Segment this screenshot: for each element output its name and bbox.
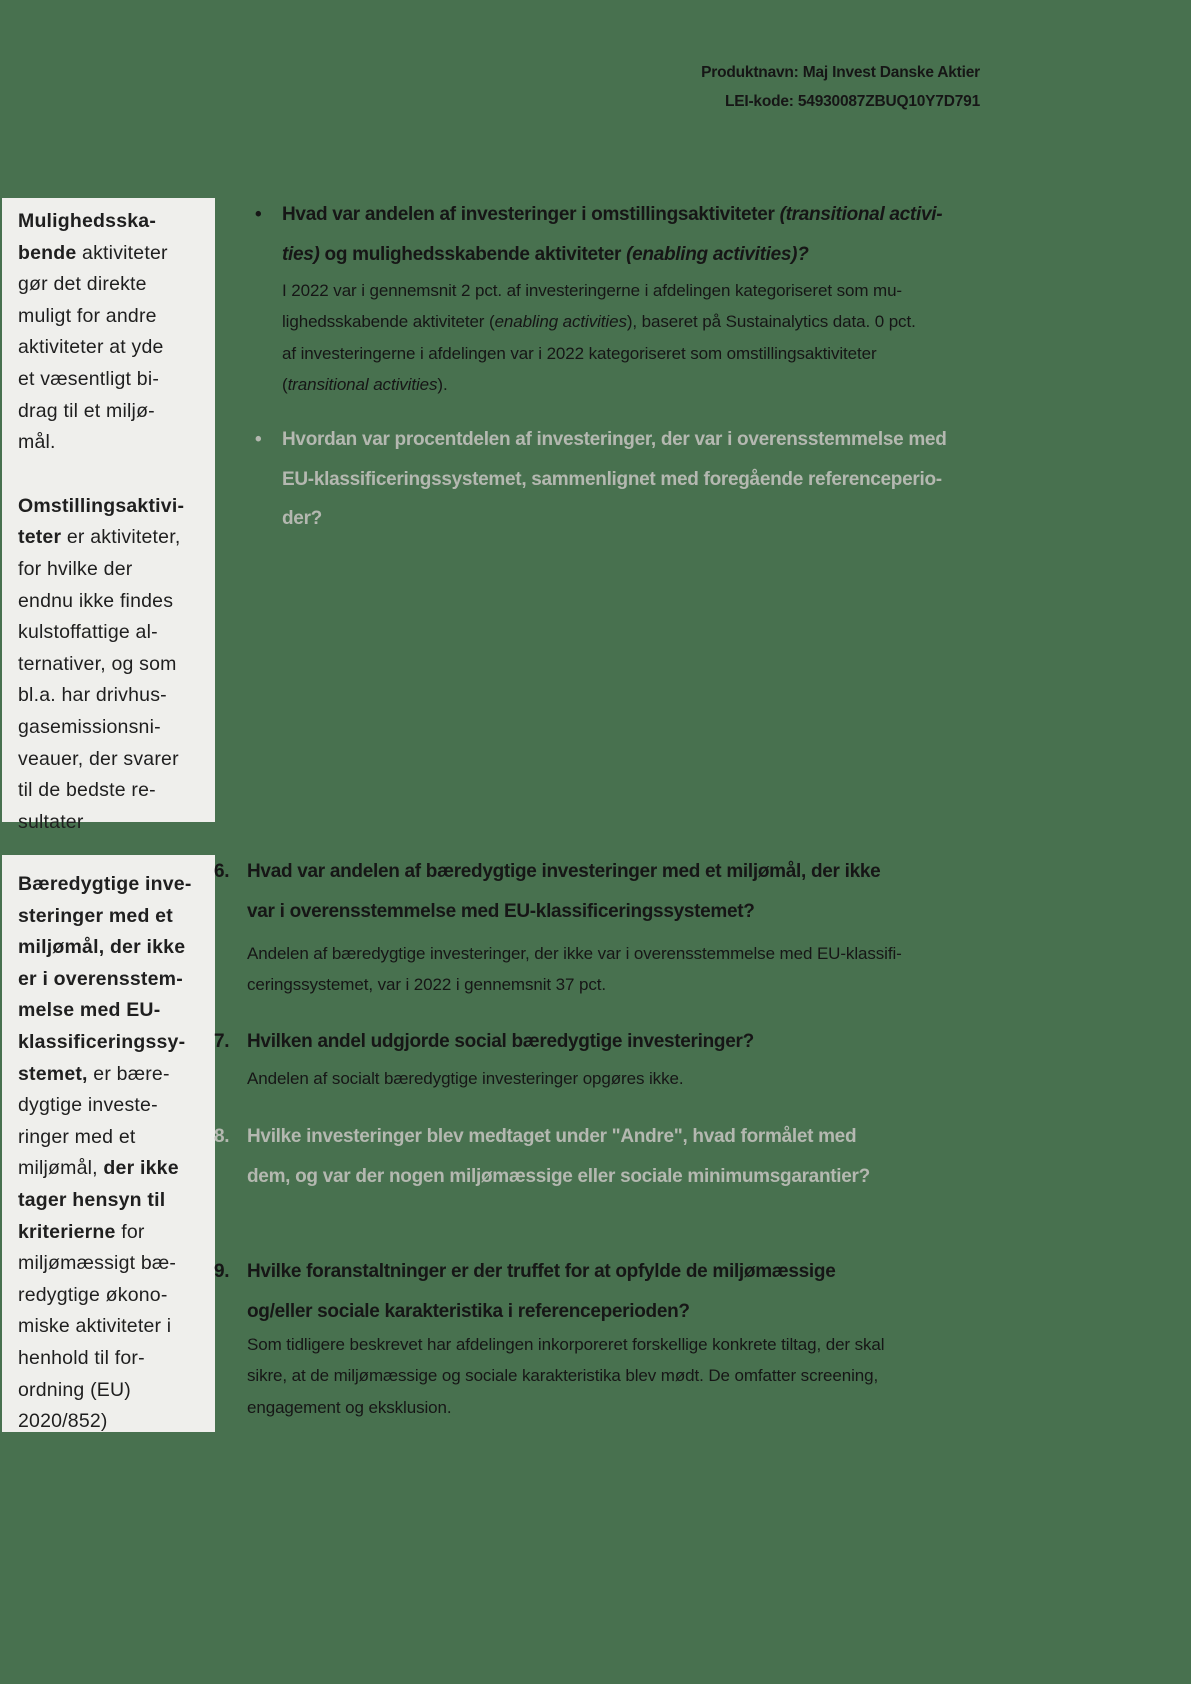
text-segment: bl.a. har drivhus-	[18, 684, 167, 707]
text-line	[18, 1027, 215, 1059]
text-segment: stemet,	[18, 1062, 94, 1085]
text-segment: Hvad var andelen af bæredygtige investeringer med et miljømål, der ikke	[247, 861, 881, 882]
definition-paragraph-transitional	[18, 491, 215, 839]
text-line	[247, 1292, 835, 1332]
text-line	[18, 1406, 215, 1438]
text-line	[18, 649, 215, 681]
text-line	[282, 235, 942, 275]
text-line	[18, 1185, 215, 1217]
text-line	[247, 1022, 754, 1062]
text-line	[282, 420, 947, 460]
text-line	[18, 396, 215, 428]
text-line	[18, 206, 215, 238]
text-line	[247, 1392, 884, 1423]
text-segment: (	[282, 374, 288, 394]
text-line	[247, 1063, 683, 1094]
text-segment: er bære-	[93, 1062, 170, 1085]
question9-text	[247, 1252, 835, 1331]
text-line	[247, 1252, 835, 1292]
text-segment: kriterierne	[18, 1220, 122, 1243]
text-line	[18, 427, 215, 459]
question8-number: 8.	[214, 1126, 230, 1147]
text-segment: steringer med et	[18, 904, 173, 927]
definition-box-sustainable-investments	[2, 855, 215, 1432]
text-segment: ceringssystemet, var i 2022 i gennemsnit 37 pct.	[247, 975, 606, 995]
bullet-marker: •	[255, 204, 262, 225]
text-line	[18, 1248, 215, 1280]
text-segment: 2020/852)	[18, 1410, 108, 1433]
text-segment: muligt for andre	[18, 304, 157, 327]
text-segment: aktiviteter	[82, 241, 168, 264]
text-line	[247, 852, 880, 892]
text-line	[18, 964, 215, 996]
text-line	[18, 1090, 215, 1122]
text-segment: enabling activities	[494, 312, 627, 332]
text-segment: til de bedste re-	[18, 779, 156, 802]
text-line	[282, 499, 947, 539]
text-segment: ), baseret på Sustainalytics data. 0 pct.	[626, 312, 916, 332]
text-segment: Hvordan var procentdelen af investeringer, der var i overensstemmelse med	[282, 429, 947, 450]
text-line	[18, 617, 215, 649]
text-line	[18, 775, 215, 807]
question7-text	[247, 1022, 754, 1062]
text-segment: endnu ikke findes	[18, 589, 174, 612]
text-segment: miljømål,	[18, 1157, 104, 1180]
text-line	[18, 1343, 215, 1375]
text-segment: henhold til for-	[18, 1346, 145, 1369]
text-line	[282, 460, 947, 500]
text-line	[18, 522, 215, 554]
text-segment: mål.	[18, 431, 56, 454]
text-segment: bende	[18, 241, 83, 264]
text-line	[18, 807, 215, 839]
text-line	[247, 938, 902, 969]
definition-box-enabling-transitional	[2, 198, 215, 833]
question9-number: 9.	[214, 1261, 230, 1282]
text-segment: teter	[18, 526, 67, 549]
text-segment: ternativer, og som	[18, 652, 177, 675]
document-header	[701, 58, 980, 116]
text-segment: for hvilke der	[18, 557, 133, 580]
lei-code-line: LEI-kode: 54930087ZBUQ10Y7D791	[724, 93, 980, 110]
text-segment: Hvilke investeringer blev medtaget under "Andre", hvad formålet med	[247, 1126, 857, 1147]
text-segment: ringer med et	[18, 1125, 136, 1148]
text-line	[18, 1122, 215, 1154]
text-segment: Andelen af bæredygtige investeringer, der ikke var i overensstemmelse med EU-klassifi-	[247, 944, 902, 963]
text-line	[18, 586, 215, 618]
text-segment: (enabling activities)?	[626, 243, 809, 265]
text-line	[18, 332, 215, 364]
text-line	[247, 1329, 884, 1360]
definition-paragraph-sustainable	[18, 869, 215, 1438]
text-segment: Hvilke foranstaltninger er der truffet for at opfylde de miljømæssige	[247, 1261, 836, 1282]
text-line	[18, 491, 215, 523]
text-line	[18, 1153, 215, 1185]
bullet1-answer	[282, 275, 916, 400]
text-line	[18, 301, 215, 333]
text-segment: Som tidligere beskrevet har afdelingen inkorporeret forskellige konkrete tiltag, der skal	[247, 1335, 885, 1354]
text-line	[282, 369, 916, 400]
text-line	[18, 238, 215, 270]
text-line	[18, 554, 215, 586]
text-line	[18, 1217, 215, 1249]
text-segment: sultater	[18, 810, 84, 833]
bullet1-question	[282, 195, 942, 274]
text-segment: Bæredygtige inve-	[18, 873, 192, 895]
text-segment: Mulighedsska-	[18, 210, 157, 232]
text-segment: ties)	[282, 243, 325, 265]
text-line	[18, 1375, 215, 1407]
text-segment: I 2022 var i gennemsnit 2 pct. af investeringerne i afdelingen kategoriseret som mu-	[282, 281, 902, 300]
text-segment: melse med EU-	[18, 999, 161, 1022]
text-line	[18, 1280, 215, 1312]
text-segment: der?	[282, 508, 322, 529]
text-segment: Omstillingsaktivi-	[18, 494, 185, 517]
text-segment: for	[121, 1220, 145, 1243]
text-line	[247, 969, 902, 1000]
text-segment: redygtige økono-	[18, 1283, 168, 1306]
text-segment: er i overensstem-	[18, 967, 183, 990]
product-name-line: Produktnavn: Maj Invest Danske Aktier	[701, 64, 980, 81]
text-line	[18, 1059, 215, 1091]
text-segment: (transitional activi-	[779, 204, 943, 225]
text-segment: Hvilken andel udgjorde social bæredygtige investeringer?	[247, 1031, 754, 1052]
text-segment: Andelen af socialt bæredygtige investeringer opgøres ikke.	[247, 1069, 684, 1088]
text-line	[18, 712, 215, 744]
text-line	[18, 744, 215, 776]
text-line	[18, 364, 215, 396]
text-line	[282, 195, 942, 235]
text-segment: sikre, at de miljømæssige og sociale karakteristika blev mødt. De omfatter screening,	[247, 1366, 879, 1386]
text-line	[18, 269, 215, 301]
text-line	[247, 892, 880, 932]
text-segment: miljømål, der ikke	[18, 936, 186, 959]
text-segment: er aktiviteter,	[66, 526, 181, 549]
text-segment: EU-klassificeringssystemet, sammenlignet med foregående referenceperio-	[282, 468, 942, 490]
bullet-marker: •	[255, 429, 262, 450]
text-segment: lighedsskabende aktiviteter (	[282, 312, 495, 332]
text-line	[18, 932, 215, 964]
text-line	[282, 338, 916, 369]
text-segment: gasemissionsni-	[18, 715, 161, 738]
text-line	[18, 869, 215, 901]
text-line	[247, 1157, 870, 1197]
text-line	[247, 1360, 884, 1391]
text-segment: drag til et miljø-	[18, 399, 155, 422]
text-segment: aktiviteter at yde	[18, 336, 164, 359]
text-segment: klassificeringssy-	[18, 1030, 186, 1053]
text-line	[282, 306, 916, 337]
text-segment: et væsentligt bi-	[18, 367, 160, 390]
question8-text	[247, 1117, 870, 1196]
text-segment: ).	[437, 374, 448, 394]
question6-answer	[247, 938, 902, 1001]
text-segment: dygtige investe-	[18, 1094, 158, 1117]
text-segment: og/eller sociale karakteristika i referenceperioden?	[247, 1300, 690, 1322]
text-segment: var i overensstemmelse med EU-klassificeringssystemet?	[247, 900, 755, 922]
text-line	[18, 680, 215, 712]
text-segment: der ikke	[103, 1157, 179, 1180]
text-segment: transitional activities	[287, 374, 438, 394]
definition-paragraph-enabling	[18, 206, 215, 459]
text-segment: tager hensyn til	[18, 1188, 166, 1211]
text-line	[18, 901, 215, 933]
text-line	[18, 1311, 215, 1343]
text-segment: veauer, der svarer	[18, 747, 179, 770]
question7-number: 7.	[214, 1031, 230, 1052]
text-segment: miljømæssigt bæ-	[18, 1252, 177, 1275]
text-line	[18, 995, 215, 1027]
question6-number: 6.	[214, 861, 230, 882]
text-segment: Hvad var andelen af investeringer i omstillingsaktiviteter	[282, 204, 780, 225]
text-segment: miske aktiviteter i	[18, 1315, 172, 1338]
bullet2-question	[282, 420, 947, 539]
question9-answer	[247, 1329, 884, 1423]
text-segment: ordning (EU)	[18, 1378, 131, 1401]
text-line	[247, 1117, 870, 1157]
text-segment: og mulighedsskabende aktiviteter	[324, 243, 627, 265]
text-segment: af investeringerne i afdelingen var i 2022 kategoriseret som omstillingsaktiviteter	[282, 343, 877, 363]
question7-answer	[247, 1063, 683, 1094]
question6-text	[247, 852, 880, 931]
text-segment: gør det direkte	[18, 273, 147, 296]
text-segment: engagement og eksklusion.	[247, 1397, 452, 1417]
text-segment: dem, og var der nogen miljømæssige eller sociale minimumsgarantier?	[247, 1165, 870, 1187]
text-line	[282, 275, 916, 306]
text-segment: kulstoffattige al-	[18, 621, 158, 644]
